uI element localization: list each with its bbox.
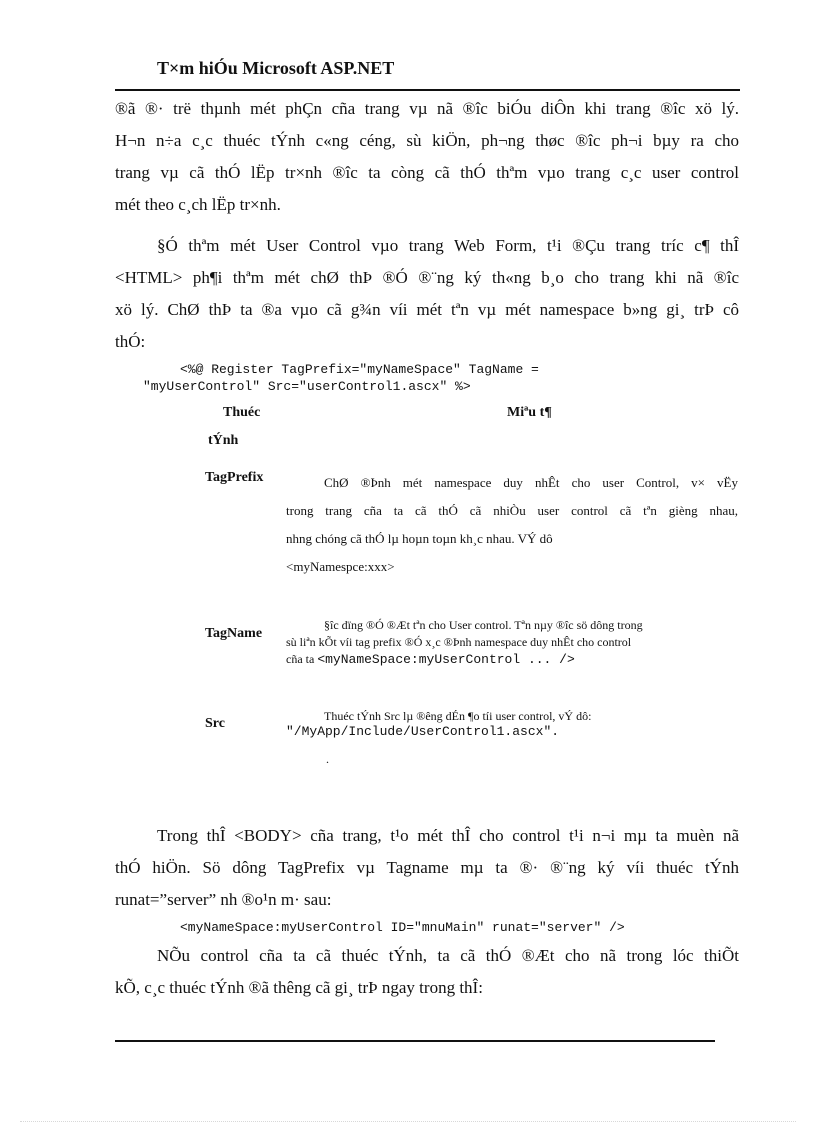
paragraph-intro xyxy=(115,93,739,221)
paragraph-line: NÕu control cña ta cã thuéc tÝnh, ta cã thÓ ®Æt cho nã trong lóc thiÕt xyxy=(157,946,739,965)
paragraph-line: mét theo c¸ch lËp tr×nh. xyxy=(115,195,281,214)
inline-code: <myNameSpace:myUserControl ... /> xyxy=(317,652,575,667)
paragraph-line: trang vµ cã thÓ lËp tr×nh ®îc ta còng cã thÓ thªm vµo trang c¸c user control xyxy=(115,163,739,182)
table-row-desc-src xyxy=(286,708,738,740)
desc-line: trong trang cña ta cã thÓ cã nhiÒu user control cã tªn gièng nhau, xyxy=(286,503,738,518)
desc-line: sù liªn kÕt víi tag prefix ®Ó x¸c ®Þnh namespace duy nhÊt cho control xyxy=(286,635,632,649)
paragraph-line: H¬n n÷a c¸c thuéc tÝnh c«ng céng, sù kiÖn, ph¬ng thøc ®îc ph¬i bµy ra cho xyxy=(115,131,739,150)
desc-text: cña ta xyxy=(286,652,315,666)
page-bottom-edge xyxy=(20,1121,796,1122)
inline-code: "/MyApp/Include/UserControl1.ascx". xyxy=(286,724,560,739)
code-register-line-1: <%@ Register TagPrefix="myNameSpace" TagName = xyxy=(180,362,539,377)
paragraph-line: runat=”server” nh ®o¹n m· sau: xyxy=(115,890,332,909)
table-row-name-tagprefix: TagPrefix xyxy=(205,470,264,485)
paragraph-properties xyxy=(115,940,739,1004)
paragraph-line: Trong thÎ <BODY> cña trang, t¹o mét thÎ cho control t¹i n¬i mµ ta muèn nã xyxy=(157,826,739,845)
trailing-mark: . xyxy=(326,752,329,766)
paragraph-line: ®ã ®· trë thµnh mét phÇn cña trang vµ nã ®îc biÓu diÔn khi trang ®îc xö lý. xyxy=(115,99,739,118)
paragraph-line: <HTML> ph¶i thªm mét chØ thÞ ®Ó ®¨ng ký th«ng b¸o cho trang khi nã ®îc xyxy=(115,268,739,287)
paragraph-register-directive xyxy=(115,230,739,358)
paragraph-line: kÕ, c¸c thuéc tÝnh ®ã thêng cã gi¸ trÞ ngay trong thÎ: xyxy=(115,978,483,997)
desc-line: nhng chóng cã thÓ lµ hoµn toµn kh¸c nhau. VÝ dô xyxy=(286,531,553,546)
code-control-tag: <myNameSpace:myUserControl ID="mnuMain" runat="server" /> xyxy=(180,920,625,935)
desc-line-with-code xyxy=(286,651,738,668)
table-header-property-cont: tÝnh xyxy=(208,433,239,448)
page-header-title: T×m hiÓu Microsoft ASP.NET xyxy=(157,58,395,78)
paragraph-line: thÓ: xyxy=(115,332,146,351)
header-divider xyxy=(115,89,740,91)
table-row-name-src: Src xyxy=(205,716,225,731)
desc-line: ChØ ®Þnh mét namespace duy nhÊt cho user Control, v× vËy xyxy=(324,475,738,490)
desc-line: §îc dïng ®Ó ®Æt tªn cho User control. Tªn nµy ®îc sö dông trong xyxy=(324,618,643,632)
code-register-line-2: "myUserControl" Src="userControl1.ascx" %> xyxy=(143,379,471,394)
desc-line: <myNamespce:xxx> xyxy=(286,559,395,574)
paragraph-line: thÓ hiÖn. Sö dông TagPrefix vµ Tagname mµ ta ®· ®¨ng ký víi thuéc tÝnh xyxy=(115,858,739,877)
table-row-desc-tagprefix xyxy=(286,469,738,581)
desc-line: Thuéc tÝnh Src lµ ®êng dÉn ¶o tíi user control, vÝ dô: xyxy=(324,709,592,723)
paragraph-line: §Ó thªm mét User Control vµo trang Web Form, t¹i ®Çu trang tríc c¶ thÎ xyxy=(157,236,739,255)
footer-divider xyxy=(115,1040,715,1042)
table-header-property: Thuéc xyxy=(223,405,261,420)
paragraph-line: xö lý. ChØ thÞ ta ®a vµo cã g¾n víi mét tªn vµ mét namespace b»ng gi¸ trÞ cô xyxy=(115,300,739,319)
paragraph-body-tag xyxy=(115,820,739,916)
table-header-description: Miªu t¶ xyxy=(507,405,552,420)
table-row-desc-tagname xyxy=(286,617,738,668)
table-row-name-tagname: TagName xyxy=(205,626,263,641)
